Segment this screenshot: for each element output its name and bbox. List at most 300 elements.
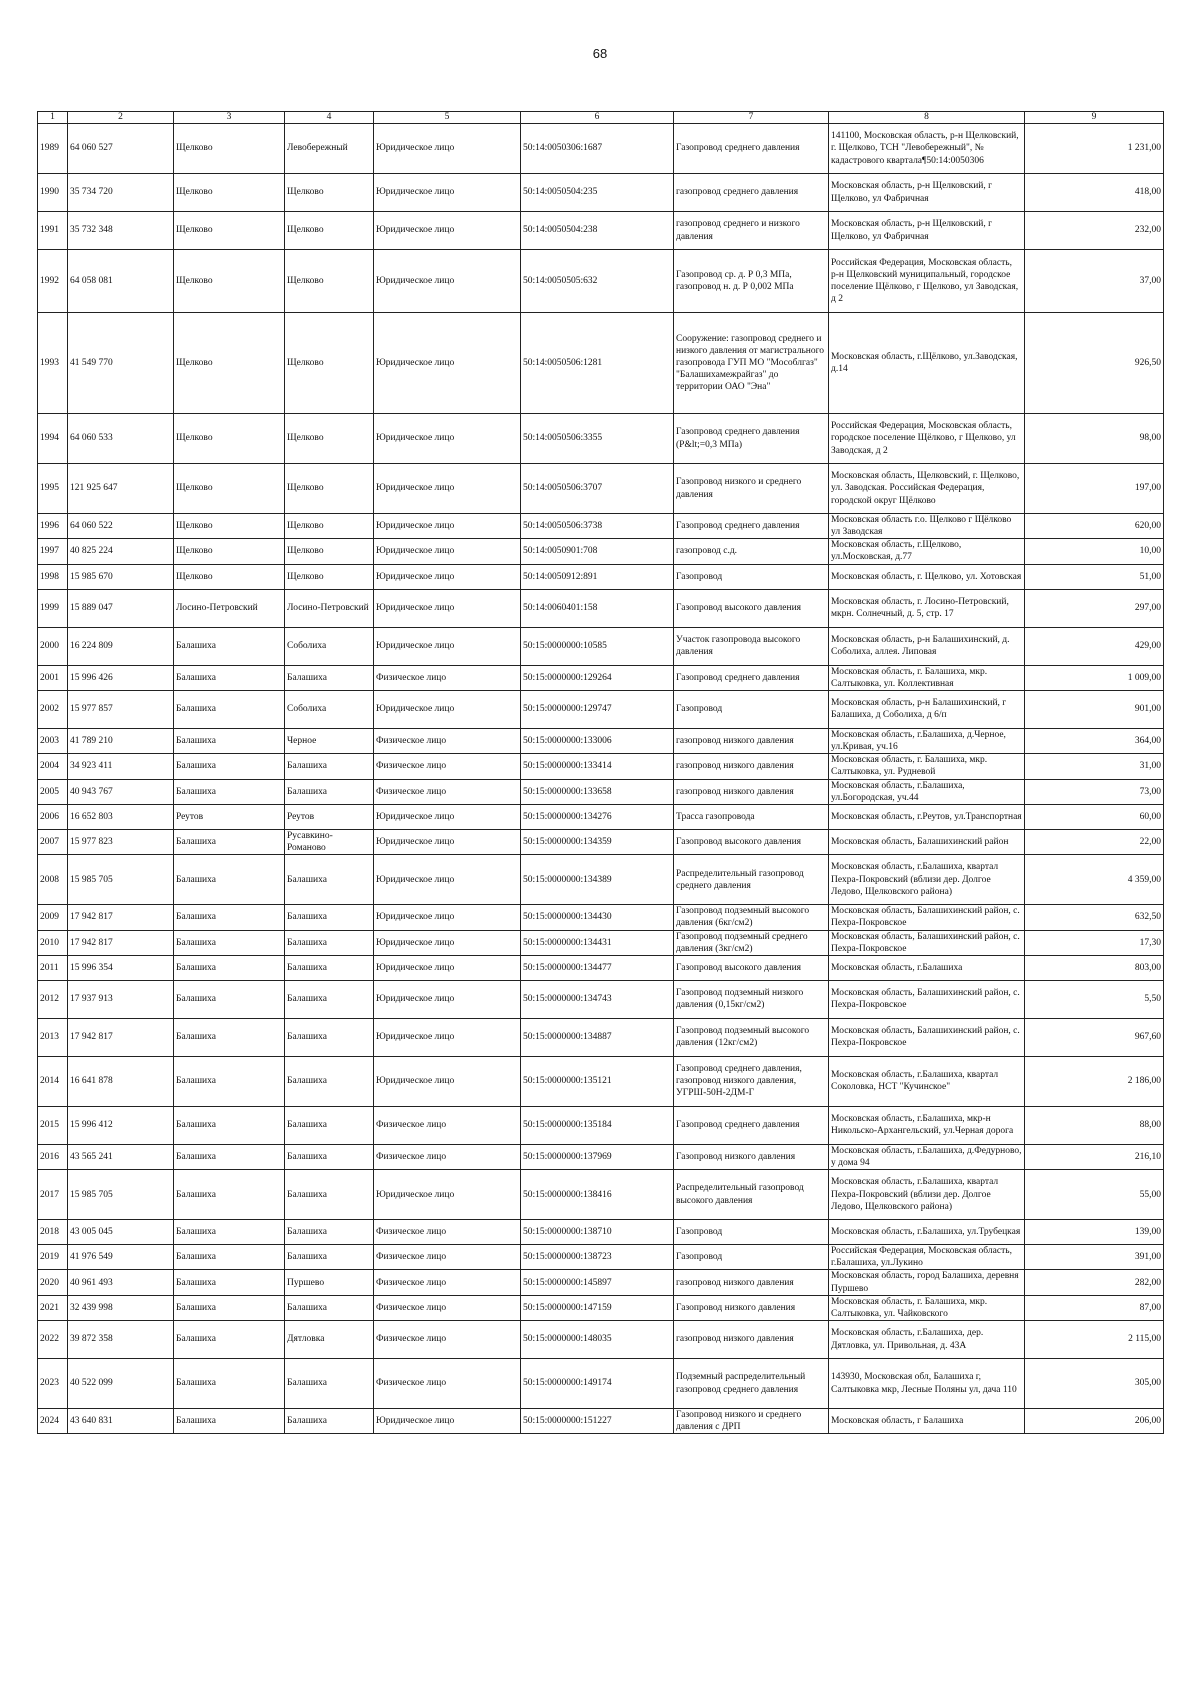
table-row bbox=[38, 855, 1164, 905]
object-description: Распределительный газопровод среднего давления bbox=[674, 855, 829, 905]
owner-type: Юридическое лицо bbox=[374, 212, 521, 250]
registry-id: 40 825 224 bbox=[68, 539, 174, 564]
object-length: 10,00 bbox=[1025, 539, 1164, 564]
object-address: Московская область г.о. Щелково г Щёлково ул Заводская bbox=[829, 514, 1025, 539]
object-description: Сооружение: газопровод среднего и низкого давления от магистрального газопровода ГУП МО "Мособлгаз" "Балашихамежрайгаз" до территории ОАО "Эна" bbox=[674, 313, 829, 414]
settlement-name: Балашиха bbox=[285, 855, 374, 905]
column-header: 1 bbox=[38, 112, 68, 124]
district-name: Щелково bbox=[174, 250, 285, 313]
column-header: 5 bbox=[374, 112, 521, 124]
district-name: Балашиха bbox=[174, 1409, 285, 1434]
district-name: Балашиха bbox=[174, 955, 285, 980]
table-row bbox=[38, 1018, 1164, 1056]
object-length: 17,30 bbox=[1025, 930, 1164, 955]
object-description: Газопровод высокого давления bbox=[674, 955, 829, 980]
settlement-name: Балашиха bbox=[285, 980, 374, 1018]
district-name: Щелково bbox=[174, 124, 285, 174]
settlement-name: Щелково bbox=[285, 250, 374, 313]
object-address: Московская область, р-н Балашихинский, г Балашиха, д Соболиха, д 6/п bbox=[829, 690, 1025, 728]
table-row bbox=[38, 930, 1164, 955]
cadastral-number: 50:15:0000000:138416 bbox=[521, 1170, 674, 1220]
table-row bbox=[38, 1409, 1164, 1434]
object-address: Московская область, г.Балашиха, дер. Дятловка, ул. Привольная, д. 43А bbox=[829, 1321, 1025, 1359]
table-row bbox=[38, 779, 1164, 804]
settlement-name: Балашиха bbox=[285, 1056, 374, 1106]
table-row bbox=[38, 665, 1164, 690]
table-row bbox=[38, 1270, 1164, 1295]
owner-type: Юридическое лицо bbox=[374, 1170, 521, 1220]
object-address: Московская область, г.Балашиха, мкр-н Никольско-Архангельский, ул.Черная дорога bbox=[829, 1106, 1025, 1144]
district-name: Щелково bbox=[174, 313, 285, 414]
page-number: 68 bbox=[592, 46, 608, 61]
object-description: газопровод низкого давления bbox=[674, 728, 829, 753]
registry-id: 16 224 809 bbox=[68, 627, 174, 665]
owner-type: Физическое лицо bbox=[374, 1295, 521, 1320]
object-description: Газопровод среднего давления bbox=[674, 665, 829, 690]
district-name: Балашиха bbox=[174, 829, 285, 854]
object-description: Газопровод bbox=[674, 564, 829, 589]
object-description: газопровод с.д. bbox=[674, 539, 829, 564]
object-description: Газопровод низкого давления bbox=[674, 1295, 829, 1320]
table-row bbox=[38, 829, 1164, 854]
registry-id: 64 060 522 bbox=[68, 514, 174, 539]
object-description: Трасса газопровода bbox=[674, 804, 829, 829]
row-number: 2003 bbox=[38, 728, 68, 753]
object-description: Подземный распределительный газопровод среднего давления bbox=[674, 1359, 829, 1409]
row-number: 1999 bbox=[38, 589, 68, 627]
registry-id: 15 985 670 bbox=[68, 564, 174, 589]
cadastral-number: 50:15:0000000:134431 bbox=[521, 930, 674, 955]
settlement-name: Балашиха bbox=[285, 1106, 374, 1144]
table-row bbox=[38, 1321, 1164, 1359]
object-address: Российская Федерация, Московская область, р-н Щелковский муниципальный, городское поселение Щёлково, г Щелково, ул Заводская, д 2 bbox=[829, 250, 1025, 313]
settlement-name: Балашиха bbox=[285, 1295, 374, 1320]
settlement-name: Соболиха bbox=[285, 627, 374, 665]
table-row bbox=[38, 690, 1164, 728]
cadastral-number: 50:15:0000000:145897 bbox=[521, 1270, 674, 1295]
settlement-name: Соболиха bbox=[285, 690, 374, 728]
district-name: Балашиха bbox=[174, 1270, 285, 1295]
object-description: Газопровод высокого давления bbox=[674, 589, 829, 627]
object-address: Московская область, г.Щелково, ул.Московская, д.77 bbox=[829, 539, 1025, 564]
object-length: 206,00 bbox=[1025, 1409, 1164, 1434]
registry-id: 15 985 705 bbox=[68, 1170, 174, 1220]
district-name: Балашиха bbox=[174, 690, 285, 728]
row-number: 1998 bbox=[38, 564, 68, 589]
registry-id: 41 549 770 bbox=[68, 313, 174, 414]
settlement-name: Дятловка bbox=[285, 1321, 374, 1359]
district-name: Балашиха bbox=[174, 1106, 285, 1144]
object-address: Московская область, р-н Щелковский, г Щелково, ул Фабричная bbox=[829, 174, 1025, 212]
object-length: 5,50 bbox=[1025, 980, 1164, 1018]
settlement-name: Щелково bbox=[285, 539, 374, 564]
registry-id: 15 985 705 bbox=[68, 855, 174, 905]
cadastral-number: 50:15:0000000:134389 bbox=[521, 855, 674, 905]
object-length: 37,00 bbox=[1025, 250, 1164, 313]
district-name: Балашиха bbox=[174, 1295, 285, 1320]
object-length: 51,00 bbox=[1025, 564, 1164, 589]
registry-id: 15 996 426 bbox=[68, 665, 174, 690]
table-row bbox=[38, 627, 1164, 665]
object-description: Газопровод среднего давления bbox=[674, 1106, 829, 1144]
settlement-name: Балашиха bbox=[285, 754, 374, 779]
cadastral-number: 50:15:0000000:129747 bbox=[521, 690, 674, 728]
cadastral-number: 50:15:0000000:134430 bbox=[521, 905, 674, 930]
object-length: 4 359,00 bbox=[1025, 855, 1164, 905]
object-length: 139,00 bbox=[1025, 1220, 1164, 1245]
owner-type: Физическое лицо bbox=[374, 1220, 521, 1245]
registry-id: 39 872 358 bbox=[68, 1321, 174, 1359]
object-length: 967,60 bbox=[1025, 1018, 1164, 1056]
owner-type: Физическое лицо bbox=[374, 1144, 521, 1169]
cadastral-number: 50:15:0000000:137969 bbox=[521, 1144, 674, 1169]
object-length: 55,00 bbox=[1025, 1170, 1164, 1220]
owner-type: Физическое лицо bbox=[374, 1106, 521, 1144]
object-description: газопровод среднего давления bbox=[674, 174, 829, 212]
owner-type: Юридическое лицо bbox=[374, 313, 521, 414]
row-number: 2018 bbox=[38, 1220, 68, 1245]
row-number: 2023 bbox=[38, 1359, 68, 1409]
owner-type: Физическое лицо bbox=[374, 1359, 521, 1409]
row-number: 2005 bbox=[38, 779, 68, 804]
registry-id: 43 565 241 bbox=[68, 1144, 174, 1169]
registry-id: 15 996 412 bbox=[68, 1106, 174, 1144]
district-name: Балашиха bbox=[174, 665, 285, 690]
registry-id: 64 060 533 bbox=[68, 414, 174, 464]
object-address: Российская Федерация, Московская область, городское поселение Щёлково, г Щелково, ул Заводская, д 2 bbox=[829, 414, 1025, 464]
object-description: Газопровод подземный высокого давления (6кг/см2) bbox=[674, 905, 829, 930]
table-row bbox=[38, 589, 1164, 627]
column-header: 4 bbox=[285, 112, 374, 124]
object-length: 282,00 bbox=[1025, 1270, 1164, 1295]
object-description: газопровод низкого давления bbox=[674, 1270, 829, 1295]
object-address: Московская область, г.Реутов, ул.Транспортная bbox=[829, 804, 1025, 829]
table-row bbox=[38, 313, 1164, 414]
owner-type: Физическое лицо bbox=[374, 1321, 521, 1359]
registry-id: 40 943 767 bbox=[68, 779, 174, 804]
object-length: 216,10 bbox=[1025, 1144, 1164, 1169]
row-number: 1992 bbox=[38, 250, 68, 313]
object-length: 232,00 bbox=[1025, 212, 1164, 250]
owner-type: Юридическое лицо bbox=[374, 250, 521, 313]
cadastral-number: 50:14:0050506:3707 bbox=[521, 464, 674, 514]
settlement-name: Балашиха bbox=[285, 1170, 374, 1220]
table-row bbox=[38, 1295, 1164, 1320]
cadastral-number: 50:15:0000000:134743 bbox=[521, 980, 674, 1018]
object-address: Московская область, Балашихинский район bbox=[829, 829, 1025, 854]
row-number: 1989 bbox=[38, 124, 68, 174]
table-row bbox=[38, 1359, 1164, 1409]
object-address: Московская область, г. Балашиха, мкр. Салтыковка, ул. Чайковского bbox=[829, 1295, 1025, 1320]
object-address: Российская Федерация, Московская область, г.Балашиха, ул.Лукино bbox=[829, 1245, 1025, 1270]
object-length: 2 186,00 bbox=[1025, 1056, 1164, 1106]
object-length: 2 115,00 bbox=[1025, 1321, 1164, 1359]
district-name: Щелково bbox=[174, 212, 285, 250]
owner-type: Юридическое лицо bbox=[374, 124, 521, 174]
row-number: 2007 bbox=[38, 829, 68, 854]
registry-id: 16 652 803 bbox=[68, 804, 174, 829]
table-row bbox=[38, 1245, 1164, 1270]
table-row bbox=[38, 804, 1164, 829]
object-length: 197,00 bbox=[1025, 464, 1164, 514]
row-number: 2019 bbox=[38, 1245, 68, 1270]
district-name: Балашиха bbox=[174, 1321, 285, 1359]
object-address: Московская область, Балашихинский район, с. Пехра-Покровское bbox=[829, 980, 1025, 1018]
table-row bbox=[38, 1106, 1164, 1144]
table-row bbox=[38, 564, 1164, 589]
object-length: 60,00 bbox=[1025, 804, 1164, 829]
object-length: 429,00 bbox=[1025, 627, 1164, 665]
object-address: Московская область, г.Балашиха, д.Федурново, у дома 94 bbox=[829, 1144, 1025, 1169]
owner-type: Юридическое лицо bbox=[374, 627, 521, 665]
object-address: Московская область, г. Балашиха, мкр. Салтыковка, ул. Коллективная bbox=[829, 665, 1025, 690]
district-name: Щелково bbox=[174, 414, 285, 464]
row-number: 2002 bbox=[38, 690, 68, 728]
settlement-name: Русавкино-Романово bbox=[285, 829, 374, 854]
object-address: Московская область, г.Балашиха, ул.Трубецкая bbox=[829, 1220, 1025, 1245]
table-row bbox=[38, 414, 1164, 464]
registry-id: 15 996 354 bbox=[68, 955, 174, 980]
cadastral-number: 50:15:0000000:148035 bbox=[521, 1321, 674, 1359]
settlement-name: Реутов bbox=[285, 804, 374, 829]
district-name: Щелково bbox=[174, 514, 285, 539]
object-address: 141100, Московская область, р-н Щелковский, г. Щелково, ТСН "Левобережный", № кадастрового квартала¶50:14:0050306 bbox=[829, 124, 1025, 174]
owner-type: Юридическое лицо bbox=[374, 980, 521, 1018]
owner-type: Юридическое лицо bbox=[374, 930, 521, 955]
row-number: 1996 bbox=[38, 514, 68, 539]
object-address: Московская область, г.Балашиха, квартал Соколовка, НСТ "Кучинское" bbox=[829, 1056, 1025, 1106]
header-row bbox=[38, 112, 1164, 124]
object-address: Московская область, г Балашиха bbox=[829, 1409, 1025, 1434]
settlement-name: Балашиха bbox=[285, 1144, 374, 1169]
settlement-name: Лосино-Петровский bbox=[285, 589, 374, 627]
cadastral-number: 50:15:0000000:134887 bbox=[521, 1018, 674, 1056]
cadastral-number: 50:15:0000000:138723 bbox=[521, 1245, 674, 1270]
object-address: Московская область, Щелковский, г. Щелково, ул. Заводская. Российская Федерация, городской округ Щёлково bbox=[829, 464, 1025, 514]
district-name: Балашиха bbox=[174, 1018, 285, 1056]
object-length: 88,00 bbox=[1025, 1106, 1164, 1144]
object-length: 297,00 bbox=[1025, 589, 1164, 627]
table-row bbox=[38, 754, 1164, 779]
district-name: Лосино-Петровский bbox=[174, 589, 285, 627]
object-description: Газопровод bbox=[674, 1245, 829, 1270]
object-address: Московская область, г.Балашиха bbox=[829, 955, 1025, 980]
cadastral-number: 50:15:0000000:135121 bbox=[521, 1056, 674, 1106]
object-description: Газопровод низкого и среднего давления bbox=[674, 464, 829, 514]
object-address: Московская область, г.Балашиха, д.Черное, ул.Кривая, уч.16 bbox=[829, 728, 1025, 753]
registry-id: 41 976 549 bbox=[68, 1245, 174, 1270]
registry-id: 17 942 817 bbox=[68, 930, 174, 955]
row-number: 1997 bbox=[38, 539, 68, 564]
cadastral-number: 50:15:0000000:133414 bbox=[521, 754, 674, 779]
cadastral-number: 50:15:0000000:133006 bbox=[521, 728, 674, 753]
row-number: 2013 bbox=[38, 1018, 68, 1056]
district-name: Балашиха bbox=[174, 1359, 285, 1409]
table-row bbox=[38, 212, 1164, 250]
settlement-name: Щелково bbox=[285, 313, 374, 414]
registry-id: 64 058 081 bbox=[68, 250, 174, 313]
object-description: Газопровод подземный среднего давления (3кг/см2) bbox=[674, 930, 829, 955]
row-number: 2001 bbox=[38, 665, 68, 690]
object-description: Распределительный газопровод высокого давления bbox=[674, 1170, 829, 1220]
object-address: Московская область, г.Щёлково, ул.Заводская, д.14 bbox=[829, 313, 1025, 414]
object-description: Газопровод bbox=[674, 1220, 829, 1245]
row-number: 2014 bbox=[38, 1056, 68, 1106]
row-number: 2011 bbox=[38, 955, 68, 980]
settlement-name: Балашиха bbox=[285, 1018, 374, 1056]
cadastral-number: 50:15:0000000:133658 bbox=[521, 779, 674, 804]
settlement-name: Черное bbox=[285, 728, 374, 753]
row-number: 1995 bbox=[38, 464, 68, 514]
object-address: Московская область, р-н Балашихинский, д. Соболиха, аллея. Липовая bbox=[829, 627, 1025, 665]
registry-table bbox=[37, 111, 1164, 1434]
table-row bbox=[38, 1056, 1164, 1106]
settlement-name: Щелково bbox=[285, 514, 374, 539]
settlement-name: Балашиха bbox=[285, 1359, 374, 1409]
district-name: Щелково bbox=[174, 174, 285, 212]
row-number: 2006 bbox=[38, 804, 68, 829]
owner-type: Физическое лицо bbox=[374, 1245, 521, 1270]
owner-type: Юридическое лицо bbox=[374, 690, 521, 728]
registry-id: 43 640 831 bbox=[68, 1409, 174, 1434]
object-description: газопровод среднего и низкого давления bbox=[674, 212, 829, 250]
district-name: Балашиха bbox=[174, 1056, 285, 1106]
object-length: 98,00 bbox=[1025, 414, 1164, 464]
registry-id: 15 977 857 bbox=[68, 690, 174, 728]
registry-id: 32 439 998 bbox=[68, 1295, 174, 1320]
object-description: Газопровод среднего давления (P&lt;=0,3 МПа) bbox=[674, 414, 829, 464]
object-description: Газопровод среднего давления, газопровод низкого давления, УГРШ-50Н-2ДМ-Г bbox=[674, 1056, 829, 1106]
object-description: Газопровод высокого давления bbox=[674, 829, 829, 854]
object-description: Газопровод низкого давления bbox=[674, 1144, 829, 1169]
registry-id: 15 889 047 bbox=[68, 589, 174, 627]
registry-id: 17 942 817 bbox=[68, 905, 174, 930]
row-number: 1994 bbox=[38, 414, 68, 464]
district-name: Щелково bbox=[174, 564, 285, 589]
owner-type: Юридическое лицо bbox=[374, 1409, 521, 1434]
row-number: 2004 bbox=[38, 754, 68, 779]
district-name: Реутов bbox=[174, 804, 285, 829]
registry-id: 40 961 493 bbox=[68, 1270, 174, 1295]
district-name: Щелково bbox=[174, 464, 285, 514]
owner-type: Юридическое лицо bbox=[374, 564, 521, 589]
object-description: Газопровод ср. д. Р 0,3 МПа, газопровод н. д. Р 0,002 МПа bbox=[674, 250, 829, 313]
column-header: 2 bbox=[68, 112, 174, 124]
object-description: Газопровод подземный низкого давления (0,15кг/см2) bbox=[674, 980, 829, 1018]
object-length: 803,00 bbox=[1025, 955, 1164, 980]
district-name: Балашиха bbox=[174, 1144, 285, 1169]
owner-type: Физическое лицо bbox=[374, 754, 521, 779]
object-address: Московская область, Балашихинский район, с. Пехра-Покровское bbox=[829, 1018, 1025, 1056]
object-address: Московская область, город Балашиха, деревня Пуршево bbox=[829, 1270, 1025, 1295]
cadastral-number: 50:14:0050306:1687 bbox=[521, 124, 674, 174]
owner-type: Физическое лицо bbox=[374, 728, 521, 753]
object-length: 1 009,00 bbox=[1025, 665, 1164, 690]
settlement-name: Балашиха bbox=[285, 955, 374, 980]
cadastral-number: 50:14:0060401:158 bbox=[521, 589, 674, 627]
object-description: Газопровод подземный высокого давления (12кг/см2) bbox=[674, 1018, 829, 1056]
cadastral-number: 50:15:0000000:134359 bbox=[521, 829, 674, 854]
column-header: 6 bbox=[521, 112, 674, 124]
owner-type: Физическое лицо bbox=[374, 1270, 521, 1295]
table-row bbox=[38, 1144, 1164, 1169]
cadastral-number: 50:15:0000000:134276 bbox=[521, 804, 674, 829]
district-name: Щелково bbox=[174, 539, 285, 564]
registry-id: 34 923 411 bbox=[68, 754, 174, 779]
registry-id: 64 060 527 bbox=[68, 124, 174, 174]
settlement-name: Балашиха bbox=[285, 1220, 374, 1245]
cadastral-number: 50:14:0050504:235 bbox=[521, 174, 674, 212]
settlement-name: Балашиха bbox=[285, 665, 374, 690]
row-number: 2012 bbox=[38, 980, 68, 1018]
object-address: Московская область, г. Балашиха, мкр. Салтыковка, ул. Рудневой bbox=[829, 754, 1025, 779]
column-header: 7 bbox=[674, 112, 829, 124]
cadastral-number: 50:15:0000000:151227 bbox=[521, 1409, 674, 1434]
object-description: газопровод низкого давления bbox=[674, 779, 829, 804]
object-description: Газопровод низкого и среднего давления с ДРП bbox=[674, 1409, 829, 1434]
table-row bbox=[38, 174, 1164, 212]
object-address: Московская область, г. Лосино-Петровский, мкрн. Солнечный, д. 5, стр. 17 bbox=[829, 589, 1025, 627]
row-number: 2016 bbox=[38, 1144, 68, 1169]
district-name: Балашиха bbox=[174, 905, 285, 930]
owner-type: Юридическое лицо bbox=[374, 829, 521, 854]
registry-id: 43 005 045 bbox=[68, 1220, 174, 1245]
row-number: 2010 bbox=[38, 930, 68, 955]
object-address: Московская область, р-н Щелковский, г Щелково, ул Фабричная bbox=[829, 212, 1025, 250]
owner-type: Юридическое лицо bbox=[374, 804, 521, 829]
owner-type: Юридическое лицо bbox=[374, 514, 521, 539]
object-length: 926,50 bbox=[1025, 313, 1164, 414]
row-number: 2021 bbox=[38, 1295, 68, 1320]
table-row bbox=[38, 1170, 1164, 1220]
object-length: 87,00 bbox=[1025, 1295, 1164, 1320]
table-row bbox=[38, 728, 1164, 753]
settlement-name: Щелково bbox=[285, 174, 374, 212]
object-description: Газопровод среднего давления bbox=[674, 514, 829, 539]
row-number: 1991 bbox=[38, 212, 68, 250]
column-header: 9 bbox=[1025, 112, 1164, 124]
settlement-name: Балашиха bbox=[285, 1409, 374, 1434]
object-description: Участок газопровода высокого давления bbox=[674, 627, 829, 665]
owner-type: Юридическое лицо bbox=[374, 464, 521, 514]
district-name: Балашиха bbox=[174, 627, 285, 665]
object-length: 364,00 bbox=[1025, 728, 1164, 753]
registry-id: 17 942 817 bbox=[68, 1018, 174, 1056]
cadastral-number: 50:14:0050505:632 bbox=[521, 250, 674, 313]
table-row bbox=[38, 124, 1164, 174]
object-description: газопровод низкого давления bbox=[674, 754, 829, 779]
district-name: Балашиха bbox=[174, 1245, 285, 1270]
cadastral-number: 50:15:0000000:149174 bbox=[521, 1359, 674, 1409]
cadastral-number: 50:14:0050901:708 bbox=[521, 539, 674, 564]
cadastral-number: 50:14:0050504:238 bbox=[521, 212, 674, 250]
owner-type: Юридическое лицо bbox=[374, 589, 521, 627]
object-description: газопровод низкого давления bbox=[674, 1321, 829, 1359]
object-address: Московская область, Балашихинский район, с. Пехра-Покровское bbox=[829, 905, 1025, 930]
row-number: 2009 bbox=[38, 905, 68, 930]
settlement-name: Балашиха bbox=[285, 905, 374, 930]
registry-id: 41 789 210 bbox=[68, 728, 174, 753]
registry-id: 121 925 647 bbox=[68, 464, 174, 514]
district-name: Балашиха bbox=[174, 1170, 285, 1220]
cadastral-number: 50:14:0050506:3355 bbox=[521, 414, 674, 464]
row-number: 1993 bbox=[38, 313, 68, 414]
object-address: Московская область, г.Балашиха, ул.Богородская, уч.44 bbox=[829, 779, 1025, 804]
settlement-name: Щелково bbox=[285, 212, 374, 250]
settlement-name: Балашиха bbox=[285, 930, 374, 955]
settlement-name: Балашиха bbox=[285, 1245, 374, 1270]
cadastral-number: 50:15:0000000:147159 bbox=[521, 1295, 674, 1320]
